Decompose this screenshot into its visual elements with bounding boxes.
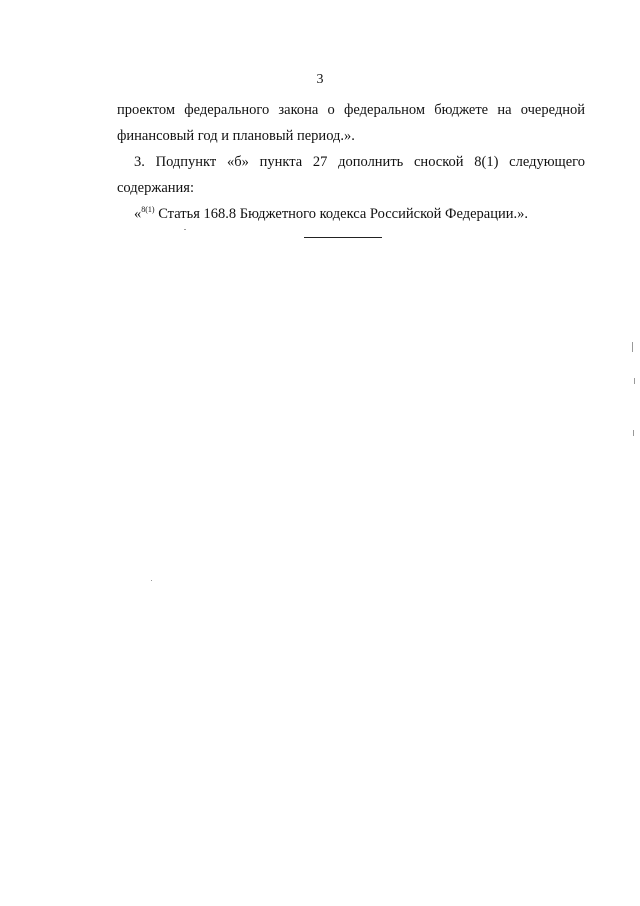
paragraph-continuation xyxy=(117,97,585,149)
paragraph-line: содержания: xyxy=(117,180,195,196)
separator-line xyxy=(304,237,382,238)
page-number: 3 xyxy=(316,72,324,87)
scan-speck xyxy=(633,430,634,436)
footnote-body: Статья 168.8 Бюджетного кодекса Российской Федерации.». xyxy=(154,206,528,222)
paragraph-line: проектом федерального закона о федеральном бюджете на очередной xyxy=(117,102,585,118)
open-quote: « xyxy=(134,206,142,222)
paragraph-line: финансовый год и плановый период.». xyxy=(117,128,355,144)
paragraph-line: 3. Подпункт «б» пункта 27 дополнить сноской 8(1) следующего xyxy=(134,154,585,170)
scan-speck xyxy=(184,229,186,230)
footnote-mark: 8(1) xyxy=(141,205,155,214)
scan-speck xyxy=(151,580,152,581)
scan-speck xyxy=(634,378,635,384)
footnote-text xyxy=(134,201,584,227)
scan-speck xyxy=(632,342,633,352)
paragraph-amendment xyxy=(117,149,585,201)
